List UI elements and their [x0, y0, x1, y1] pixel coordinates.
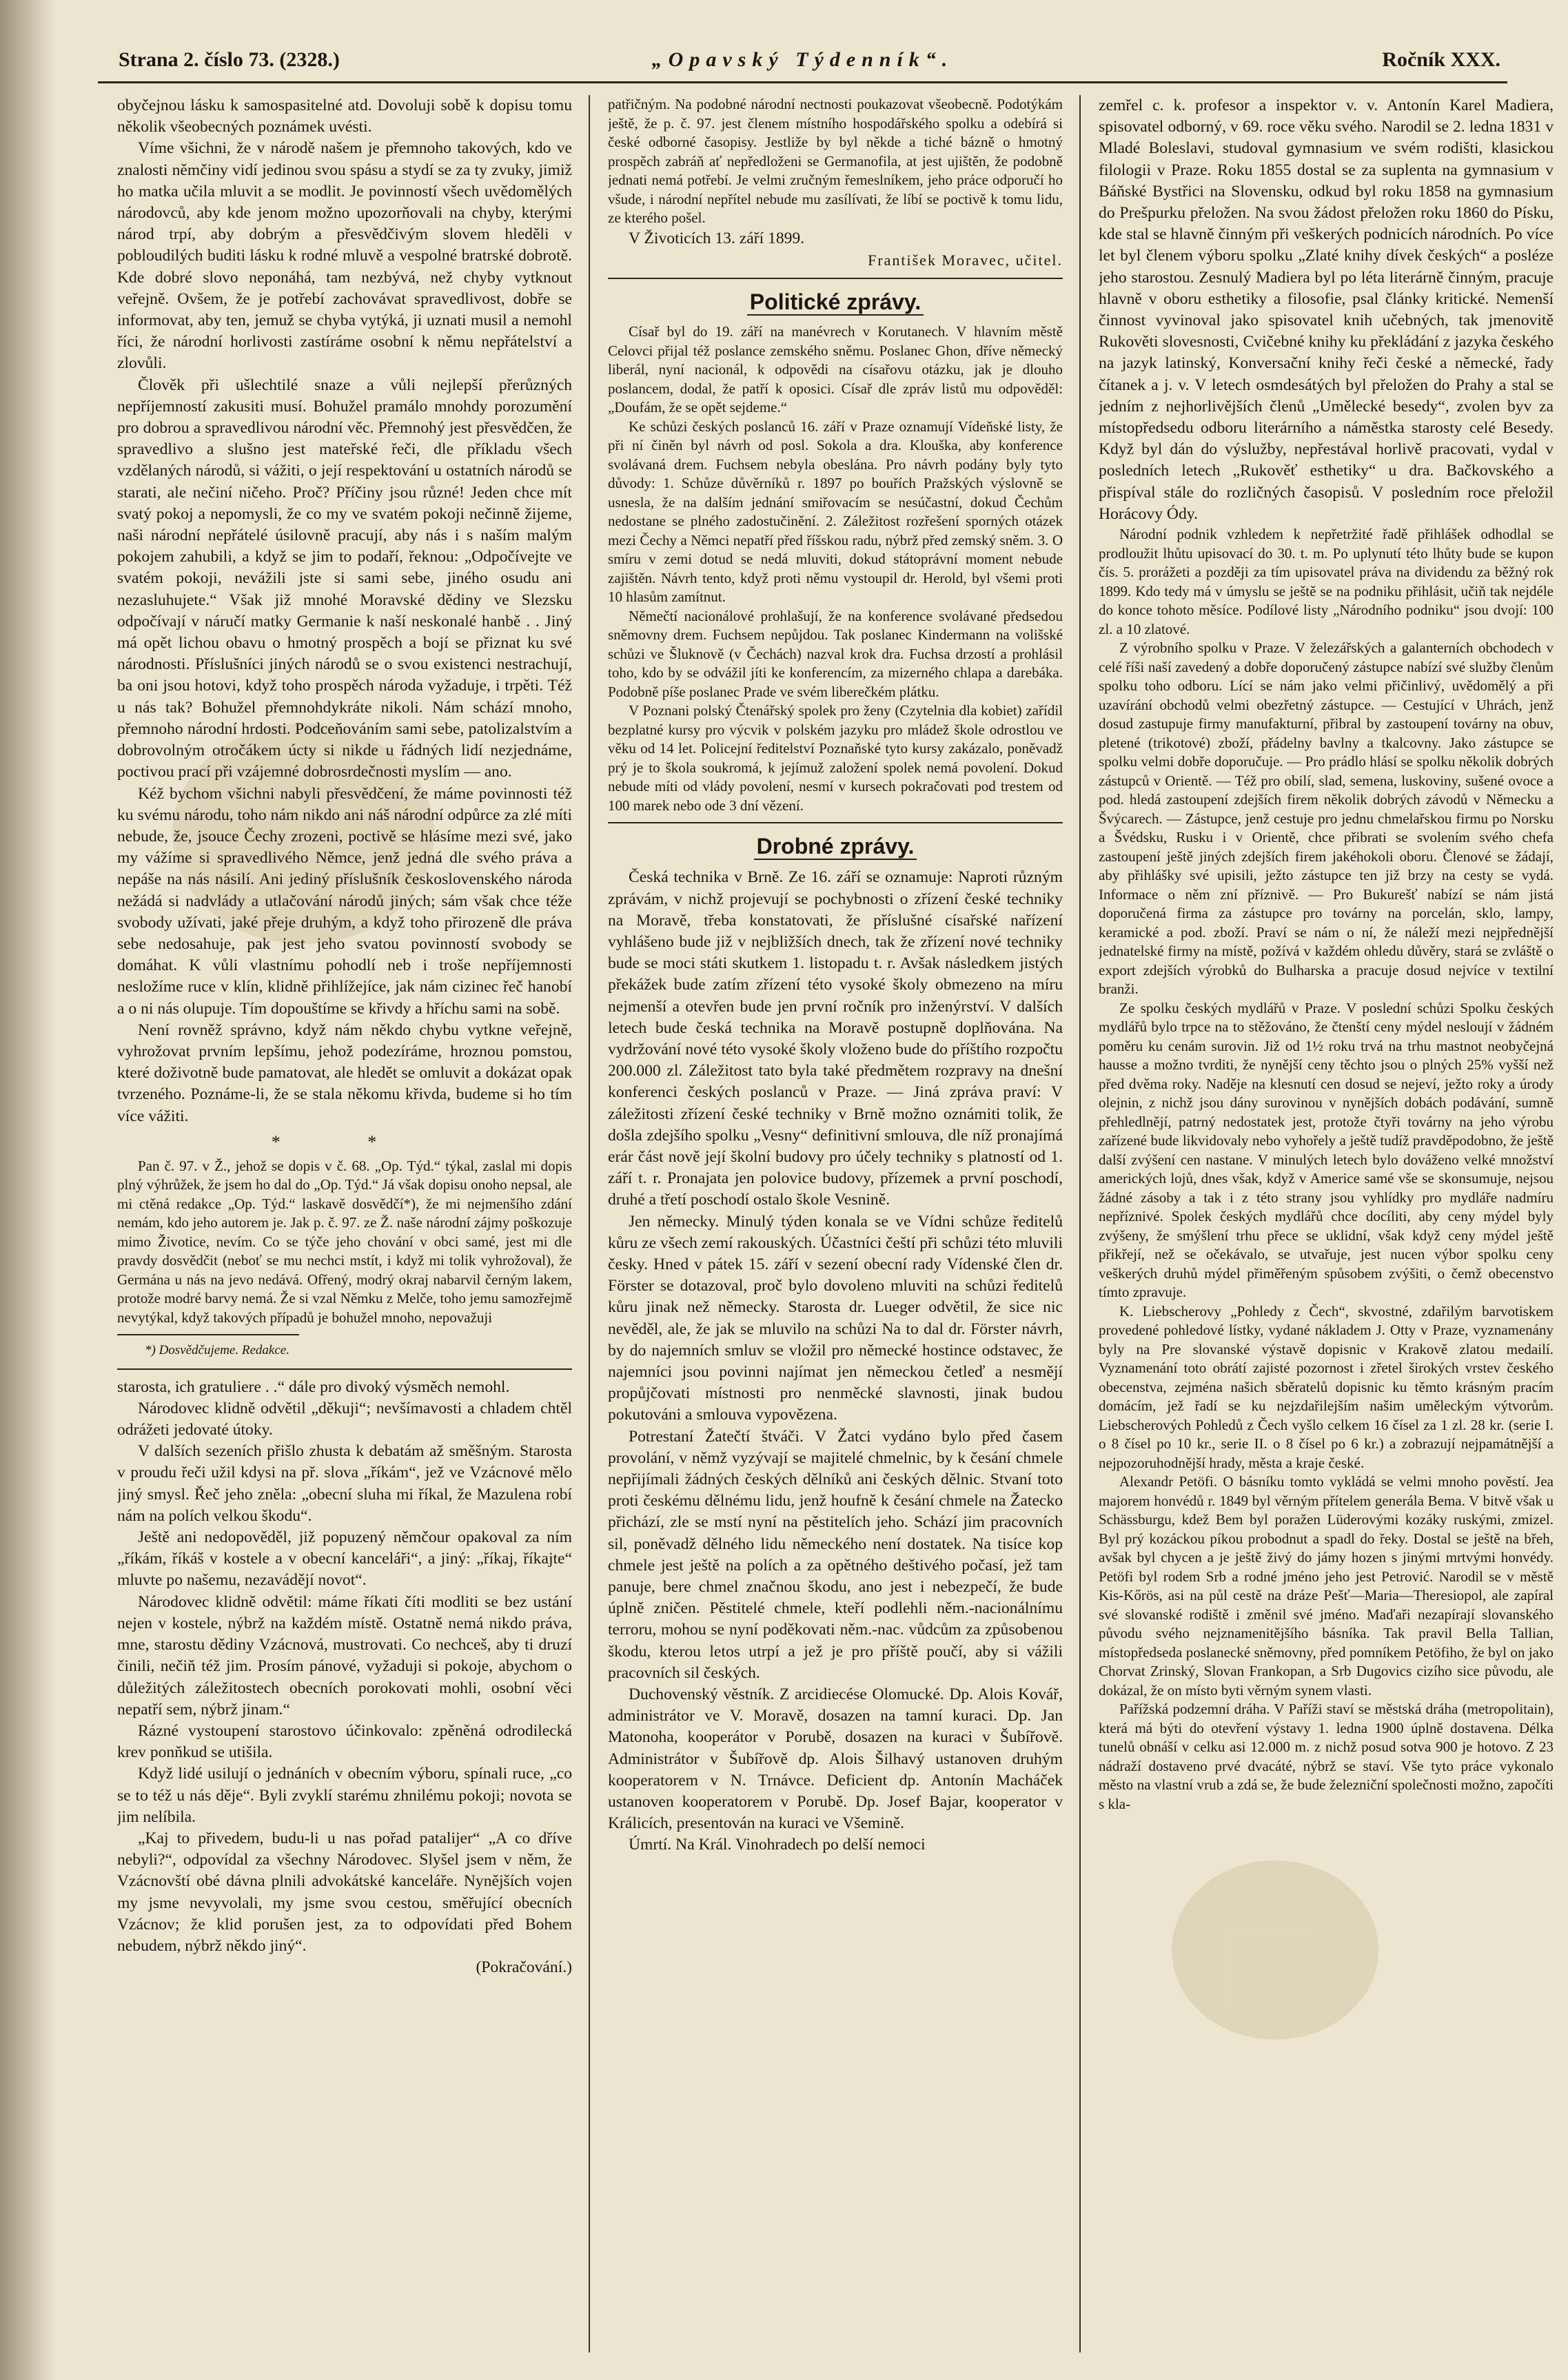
paragraph: starosta, ich gratuliere . .“ dále pro divoký výsměch nemohl. [117, 1377, 510, 1396]
paragraph: Alexandr Petöfi. O básníku tomto vykládá se velmi mnoho pověstí. Jea majorem honvédů r. 1849 byl věrným přítelem generála Bema. V bitvě však u Schässburgu, kdež Bem byl poražen Lüderovými kozáky ruskými, zmizel. Byl prý kozáckou píkou probodnut a spadl do řeky. Dostal se ještě na břeh, avšak byl chycen a je ještě živý do jámy hozen s jinými mrtvými honvédy. Petöfi byl rodem Srb a rodné jméno jeho jest Petrović. Narodil se v městě Kis-Kőrös, asi na půl cestě na dráze Pešť—Maria—Theresiopol, ale zapíral své slovanské rodiště i změnil své jméno. Maďaři nezapírají slovanského původu svého nejznamenitějšího básníka. Tak pravil Bella Tallian, místopředseda poslanecké sněmovny, před pomníkem Petöfiho, že byl on jako Chorvat Zrinský, Slovan Frankopan, a Srb Dugovics cizího sice původu, ale dokázal, že on místo byti věrným synem vlasti. [1099, 1473, 1554, 1699]
paragraph: Člověk při ušlechtilé snaze a vůli nejlepší přerůzných nepříjemností zakusiti musí. Bohužel pramálo mnohdy porozumění pro dobrou a spravedlivou národní věc. Přemnohý jest přesvědčen, že spravedlivo a slušno jest mateřské řeči, dle příkladu všech vzdělaných národů, si vážiti, o její respektování u ostatních národů se starati, ale nečiní ničeho. Proč? Příčiny jsou různé! Jeden chce mít svatý pokoj a nepomysli, že co my ve svatém pokoji nečinně žijeme, naši národní nepřátelé úsilovně pracují, aby nás i s naším malým pokojem zahubili, a když se jim to podaří, řeknou: „Odpočívejte ve svatém pokoji, nevážili jste si sami sebe, jiného osudu ani nezasluhujete.“ Však již mnohé Moravské dědiny ve Slezsku odpočívají v náručí matky Germanie k naší neskonalé hanbě . . Jiný má opět lichou obavu o hmotný prospěch a bojí se přiznat ku své národnosti. Příslušníci jiných národů se o svou existenci nestrachují, ba oni jsou hotovi, když toho prospěch národa vyžaduje, i trpěti. Též u nás tak? Bohužel přemnohdykráte nikoli. Nám schází mnoho, přemnoho národní hrdosti. Podceňováním sami sebe, patolizalstvím a dobrovolným otročákem úcty si nikde u řádných lidí nezjednáme, poctivou prací při vzájemné dobrosrdečnosti myslím — ano. [117, 376, 572, 781]
article-columns [98, 95, 1554, 2352]
paragraph: Kéž bychom všichni nabyli přesvědčení, že máme povinnosti též ku svému národu, toho nám nikdo ani náš národní odpůrce za zlé míti nebude, že, jsouce Čechy zrozeni, poctivě se hlásíme mezi své, jako my vážíme si spravedlivého Němce, jenž jedná dle svého práva a nepáše na nás násilí. Ani jediný příslušník československého národa nežádá si nadvlády a utlačování národů jiných; sám však chce téže svobody užívati, jaké přeje druhým, a když toho přirozeně dle práva sebe nedosahuje, pak jest jeho svatou povinností svobody se domáhat. K vůli vlastnímu pohodlí neb i troše nepříjemnosti nesložíme ruce v klín, klidně přihlížejíce, jak nám cizinec řeč hanobí a o ni nás olupuje. Tím dopouštíme se křivdy a hříchu sami na sobě. [117, 784, 572, 1018]
paragraph: Pan č. 97. v Ž., jehož se dopis v č. 68. „Op. Týd.“ týkal, zaslal mi dopis plný výhrůžek, že jsem ho dal do „Op. Týd.“ Já však dopisu onoho nepsal, ale mi ctěná redakce „Op. Týd.“ laskavě dosvědčí*), že mi nejmenšího zdání nemám, kdo jeho autorem je. Jak p. č. 97. ze Ž. naše národní zájmy poškozuje mimo Životice, nevím. Co se týče jeho chování v obci samé, jest mi dle pravdy dosvědčit (neboť se mu nechci mstít, i když mi tolik vyhrožoval), že Germána u nás na jevo nedává. Ofřený, modrý okraj nabarvil černým lakem, protože modré barvy nemá. Že si vzal Němku z Melče, toho jemu samozřejmě nevytýkal, když takových případů je bohužel mnoho, nepovažuji [117, 1157, 572, 1326]
paragraph: obyčejnou lásku k samospasitelné atd. Dovoluji sobě k dopisu tomu několik všeobecných poznámek uvésti. [117, 96, 572, 136]
paragraph: Potrestaní Žatečtí štváči. V Žatci vydáno bylo před časem provolání, v němž vyzývají se majitelé chmelnic, by k česání chmele nepřijímali žádných českých dělníků ani českých dělnic. Stvaní toto proti českému dělnému lidu, jenž houfně k česání chmele na Žatecko přichází, zle se mstí nyní na pěstitelích jeho. Schází jim pracovních sil, poněvadž dělného lidu německého není dostatek. Na tisíce kop chmele jest ještě na polích a za opětného deštivého počasí, jež tam panuje, bere chmel značnou škodu, ano jest i nebezpečí, že bude úplně zničen. Pěstitelé chmele, kteří podlehli něm.-nacionálnímu terroru, mohou se nyní poděkovati něm.-nac. vůdcům za způsobenou škodu, kterou letos utrpí a jež je pro příště poučí, aby si vážili pracovních sil českých. [608, 1427, 1063, 1682]
volume-label: Ročník XXX. [1382, 48, 1500, 71]
paragraph: V dalších sezeních přišlo zhusta k debatám až směšným. Starosta v proudu řeči užil kdysi na př. slova „říkám“, jež ve Vzácnové mělo jiný smysl. Řeč jeho zněla: „obecní sluha mi říkal, že Mazulena robí nám na polích velkou škodu“. [117, 1442, 572, 1525]
column-right [1099, 95, 1554, 2352]
paragraph: Jen německy. Minulý týden konala se ve Vídni schůze ředitelů kůru ze všech zemí rakouských. Účastníci čeští při schůzi této mluvili česky. Hned v pátek 15. září v sezení obecní rady Vídenské člen dr. Förster se dotazoval, proč bylo dovoleno mluviti na schůzi ředitelů kůru jinak než německy. Starosta dr. Lueger odvětil, že sice nic nevěděl, ale, že jak se mluvilo na schůzi Na to dal dr. Förster návrh, by do najemních smluv se vložil pro německé hostince odstavec, že najemníci jsou povinni najímat jen německou četleď a nesmějí propůjčovati místnosti pro nenměcké slavnosti, jinak budou pokutováni a smlouva vypovězena. [608, 1212, 1063, 1424]
paragraph: Víme všichni, že v národě našem je přemnoho takových, kdo ve znalosti němčiny vidí jedinou svou spásu a stydí se za ty zvuky, jimiž ho matka učila mluvit a se modlit. Je povinností všech uvědomělých národovců, aby kde jenom možno upozorňovali na chyby, kterými národ trpí, aby dobrým a přesvědčivým slovem hleděli v pobloudilých buditi lásku k rodné mluvě a vespolné bratrské dobrotě. Kde dobré slovo neponáhá, tam nezbývá, než chyby vytknout veřejně. Ovšem, že je potřebí zachovávat spravedlivost, dobře se informovat, aby ten, jemuž se chyba vytýká, ji uznati musil a nemohl říci, že národní horlivosti zastíráme osobní k němu nepřátelství a zlovůli. [117, 139, 572, 373]
paragraph: Císař byl do 19. září na manévrech v Korutanech. V hlavním městě Celovci přijal též poslance zemského sněmu. Poslanec Ghon, dříve německý liberál, nyní nacionál, k odpovědi na císařovu otázku, jak je dlouho poslancem, dodal, že patří k oposici. Císař dle zpráv listů mu odpověděl: „Doufám, že se opět sejdeme.“ [608, 323, 1063, 416]
paragraph: Ke schůzi českých poslanců 16. září v Praze oznamují Vídeňské listy, že při ní činěn byl návrh od posl. Sokola a dra. Klouška, aby konference svolávaná drem. Fuchsem nebyla obeslána. Pro návrh podány byly tyto důvody: 1. Schůze důvěrníků r. 1897 po bouřích Pražských výslovně se usnesla, že na dalším jednání smiřovacím se nesúčastní, dokud Čechům nedostane se plného zadostučinění. 2. Záležitost rozřešení sporných otázek mezi Čechy a Němci nepatří před říšskou radu, nýbrž před zemský sněm. 3. O smíru v zemi dotud se nedá mluviti, dokud státoprávní moment nebude zajištěn. Návrh tento, když proti němu vystoupil dr. Herold, byl všemi proti 10 hlasům zamítnut. [608, 418, 1063, 606]
paragraph: Z výrobního spolku v Praze. V železářských a galanterních obchodech v celé říši naší zavedený a dobře doporučený zástupce nabízí své služby členům spolku toho odboru. Lící se nám jako velmi přičinlivý, uvědomělý a při uzavírání obchodů velmi obezřetný zástupce. — Cestující v Uhrách, jenž dosud zastupuje firmy manufakturní, přibral by zastoupení továrny na obuv, pletené (trikotové) zboží, přádelny bavlny a tkalcovny. Jako zástupce se spolku velmi dobře doporučuje. — Pro prádlo hlásí se spolku několik dobrých zástupců v Orientě. — Též pro obilí, slad, semena, luskoviny, sušené ovoce a pod. hledá zastoupení zdejších firem několik dobrých závodů v Německu a Švýcarech. — Zástupce, jenž cestuje pro jednu chmelařskou firmu po Norsku a Švédsku, Rusku i v Orientě, chce přibrati se svolením svého chefa zastoupení ještě jiných zdejších firem jakéhokoli oboru. Členové se žádají, aby přihlášky své upisili, ježto zástupce ten již brzy na cesty se vydá. Informace o něm zní příznivě. — Pro Bukurešť nabízí se nám jistá doporučená firma za zástupce pro továrny na porcelán, sklo, lampy, keramické a pod. zboží. Praví se nám o ní, že náleží mezi nejpřednější jednatelské firmy na místě, požívá v každém ohledu důvěry, stará se zvláště o export zdejších výrobků do Bulharska a pracuje dosud nejvíce v textilní branži. [1099, 639, 1554, 998]
section-heading-short-news: Drobné zprávy. [608, 836, 1063, 857]
masthead [98, 43, 1507, 83]
paragraph: Česká technika v Brně. Ze 16. září se oznamuje: Naproti různým zprávám, v nichž projevují se pochybnosti o zřízení české techniky na Moravě, třeba konstatovati, že příslušné císařské nařízení vyhlášeno bude již v nejbližších dnech, tak že zřízení nové techniky bude se moci státi skutkem 1. listopadu t. r. Avšak následkem jistých překážek bude zatím zřízení této vysoké školy obmezeno na míru nejmenší a otevřen bude jen první ročník pro inženýrství. V dalších letech bude česká technika na Moravě postupně doplňována. Na vydržování nové této vysoké školy vloženo bude do příštího rozpočtu 200.000 zl. Záležitost tato byla také předmětem rozpravy na dnešní konferenci českých poslanců v Praze. — Jiná zpráva praví: V záležitosti zřízení české techniky v Brně možno oznámiti tolik, že došla zdejšího spolku „Vesny“ definitivní smlouva, dle níž pronajímá erár část nově její školní budovy pro účely techniky s platností od 1. září t. r. Pronajata jen polovice budovy, přízemek a první poschodí, druhé a třetí poschodí ostalo škole Vesnině. [608, 868, 1063, 1209]
footnote-rule [117, 1334, 299, 1335]
section-heading-political: Politické zprávy. [608, 291, 1063, 313]
paragraph: Není rovněž správno, když nám někdo chybu vytkne veřejně, vyhrožovat prvním lepšímu, jehož podezíráme, hroznou pomstou, které doživotně bude pamatovat, ale hledět se omluvit a dokázat opak tvrzeného. Poznáme-li, že se stala někomu křivda, budeme si ho tím více vážiti. [117, 1020, 572, 1125]
paragraph: Ještě ani nedopověděl, již popuzený němčour opakoval za ním „říkám, říkáš v kostele a v obecní kanceláři“, a jiný: „říkaj, říkajte“ mluvte po našemu, nezavádějí novot“. [117, 1528, 572, 1590]
paragraph: Pařížská podzemní dráha. V Paříži staví se městská dráha (metropolitain), která má býti do otevření výstavy 1. ledna 1900 úplně dostavena. Délka tunelů obnáší v celku asi 12.000 m. z nichž posud sotva 900 je hotovo. Z 23 nádraží dostaveno prvé dvacáté, nýbrž se staví. Vše tyto práce vykonalo město na vlastní vrub a zdá se, že bude železniční společnosti možno, započíti s kla- [1099, 1701, 1554, 1812]
column-divider [1079, 95, 1081, 2352]
continued-note: (Pokračování.) [476, 1958, 572, 1977]
page-number-label: Strana 2. číslo 73. (2328.) [119, 48, 340, 71]
paragraph: V Poznani polský Čtenářský spolek pro ženy (Czytelnia dla kobiet) zařídil bezplatné kursy pro výcvik v polském jazyku pro mládež škole odrostlou ve věku od 14 let. Policejní ředitelství Poznaňské tyto kursy zakázalo, poněvadž prý je to škola soukromá, k jejímuž založení spolek nemá povolení. Dokud nebude míti od vlády povolení, nesmí v kursech pokračovati pod trestem od 100 marek nebo ode 3 dní vězení. [608, 702, 1063, 814]
newspaper-title: „Opavský Týdenník“. [651, 48, 954, 71]
column-divider [589, 95, 590, 2352]
section-rule [117, 1368, 572, 1370]
column-middle [608, 95, 1063, 2352]
paragraph: Němečtí nacionálové prohlašují, že na konference svolávané předsedou sněmovny drem. Fuchsem nepůjdou. Tak poslanec Kindermann na volišské schůzi ve Šluknově (v Čechách) nazval krok dra. Fuchsa drzostí a prohlásil toho, kdo by se odvážil jíti ke konferencím, za mizerného chlapa a darebáka. Podobně píše poslanec Prade ve svém liberečkém plátku. [608, 607, 1063, 700]
section-separator: * * [271, 1131, 418, 1152]
paragraph: K. Liebscherovy „Pohledy z Čech“, skvostné, zdařilým barvotiskem provedené pohledové lístky, vydané nákladem J. Otty v Praze, vyznamenány byly na Pre slovanské výstavě dopisnic v Krakově zlatou medailí. Vyznamenání toto obrátí zajisté pozornost i zřetel širokých vrstev českého obecenstva, zejména našich sběratelů dopisnic ku těmto krásným pracím domácím, jež řadí se ku nejzdařilejším našim uměleckým výtvorům. Liebscherových Pohledů z Čech vyšlo celkem 16 čísel za 1 zl. 28 kr. (serie I. o 8 čísel po 10 kr., serie II. o 8 čísel po 6 kr.) a zobrazují nejpamátnější a nejpozoruhodnější hrady, města a kraje české. [1099, 1302, 1554, 1471]
footnote: *) Dosvědčujeme. Redakce. [145, 1343, 289, 1358]
paragraph: Národovec klidně odvětil „děkuji“; nevšímavosti a chladem chtěl odrážeti jedovaté útoky. [117, 1399, 572, 1439]
paragraph: Ze spolku českých mydlářů v Praze. V poslední schůzi Spolku českých mydlářů bylo trpce na to stěžováno, že čtenští ceny mýdel nesloují v žádném poměru ku cenám surovin. Již od 1½ roku trvá na trhu mastnot neobyčejná hausse a možno tvrditi, že nynější ceny těchto jsou o plných 25% vyšší než před dvěma roky. Naděje na klesnutí cen dosud se nejeví, ježto roky a úrody olejnin, z nichž jsou dány surovinou v nynějších dobách podávání, sumně přehledlnějí, patrný nedostatek jest, protože čtyři továrny na jeho výrobu zařízené bude likvidovaly nebo vyhořely a ještě tudíž pravděpodobno, že ještě další zvýšení cen nastane. V minulých letech bylo dováženo velké množství amerických lojů, dnes však, když v Americe samé vše se skonsumuje, nejsou žádné zásoby a tak i z této strany jsou vyhlídky pro mydláře nadmíru nepříznivé. Spolek českých mydlářů chce docíliti, aby ceny mýdel byly zvýšeny, že smýšlení trhu přece se uklidní, však když ceny mýdel ještě přikřejí, než se očekávalo, se utvařuje, jest nucen výbor spolku ceny veškerých druhů mýdel přiměřeným spůsobem zvýšiti, o čemž obecenstvo tímto zpravuje. [1099, 999, 1554, 1301]
section-rule [608, 822, 1063, 823]
paragraph: Rázné vystoupení starostovo účinkovalo: zpěněná odrodilecká krev ponňkud se utišila. [117, 1721, 572, 1762]
author-signature: František Moravec, učitel. [868, 251, 1063, 269]
paragraph: Když lidé usilují o jednáních v obecním výboru, spínali ruce, „co se to též u nás děje“. Byli zvyklí starému zhnilému pokoji; novota se jim nelíbila. [117, 1765, 572, 1826]
section-rule [608, 278, 1063, 279]
paragraph: Národní podnik vzhledem k nepřetržité řadě přihlášek odhodlal se prodloužit lhůtu upisovací do 30. t. m. Po uplynutí této lhůty bude se kupon čís. 5. prorážeti a později za tím upisovatel práva na dividendu za běžný rok 1899. Kdo tedy má v úmyslu se ještě se na podniku přihlásit, učiň tak nejdéle do konce tohoto měsíce. Podílové listy „Národního podniku“ jsou dvojí: 100 zl. a 10 zlatové. [1099, 526, 1554, 637]
paragraph: patřičným. Na podobné národní nectnosti poukazovat všeobecně. Podotýkám ještě, že p. č. 97. jest členem místního hospodářského spolku a odebírá si české odborné časopisy. Jestliže by byl někde a tiché bázně o hmotný prospěch zabráň ať nepředloženi se Germanofila, at jest ujištěn, že podobně jednati nemá potřebí. Je velmi zručným řemeslníkem, jeho práce odporučí ho všude, i národní nepřítel nebude mu zasílívati, že líbí se poctivě k tomu lidu, ze kterého pošel. [608, 96, 1063, 226]
dateline: V Životicích 13. září 1899. [629, 229, 805, 247]
paragraph: Národovec klidně odvětil: máme říkati číti modliti se bez ustání nejen v kostele, nýbrž na každém místě. Ostatně nemá nikdo práva, mne, starostu dědiny Vzácnová, mustrovati. Co nechceš, aby ti druzí činili, nečiň též jim. Prosím pánové, vyžaduji si pokoje, abychom o důležitých záležitostech obecních porokovati mohli, osobní věci nepatří sem, nýbrž jinam.“ [117, 1592, 572, 1719]
paragraph: „Kaj to přivedem, budu-li u nas pořad patalijer“ „A co dříve nebyli?“, odpovídal za všechny Národovec. Slyšel jsem v něm, že Vzácnovští obé dávna plnili advokátské kanceláře. Nynějších vojen my jsme nevyvolali, my jsme svou cestou, směřující obecních Vzácnov; že klid porušen jest, za to odpovídati před Bohem nebudem, nýbrž někdo jiný“. [117, 1829, 572, 1955]
column-left [117, 95, 572, 2352]
paragraph: Úmrtí. Na Král. Vinohradech po delší nemoci [629, 1836, 926, 1854]
paragraph: Duchovenský věstník. Z arcidiecése Olomucké. Dp. Alois Kovář, administrátor ve V. Moravě, dosazen na tamní kuraci. Dp. Jan Matonoha, kooperátor v Porubě, dosazen na kuraci v Šubířově. Administrátor v Šubířově dp. Alois Šilhavý ustanoven druhým kooperatorem v N. Trnávce. Deficient dp. Antonín Macháček ustanoven kooperatorem v Porubě. Dp. Josef Bajar, kooperator v Králicích, presentován na kuraci ve Všemině. [608, 1685, 1063, 1833]
paragraph: zemřel c. k. profesor a inspektor v. v. Antonín Karel Madiera, spisovatel odborný, v 69. roce věku svého. Narodil se 2. ledna 1831 v Mladé Boleslavi, studoval gymnasium ve svém rodišti, klasickou filologii v Praze. Roku 1855 dostal se za suplenta na gymnasium v Báňské Bystřici na Slovensku, odkud byl roku 1858 na gymnasium do Prešpurku přeložen. Na svou žádost přeložen roku 1860 do Písku, kde stal se hlavně činným při veškerých podnicích národních. Po více let byl členem výboru spolku „Zlaté knihy dívek českých“ a posléze jeho starostou. Zesnulý Madiera byl po léta literárně činným, pracuje hlavně v oboru esthetiky a filosofie, psal články kritické. Nemenší činnost vyvinoval jako spisovatel knih učebných, tak jmenovitě Rukověti slovesnosti, Cvičebné knihy ku překládání z jazyka českého na jazyk latinský, Konversační knihy řeči české a německé, řady čítanek a j. v. V letech osmdesátých byl přeložen do Prahy a stal se jedním z nejhorlivějších členů „Umělecké besedy“, zvolen byv za místopředsedu odboru literárního a náměstka starosty celé Besedy. Když byl dán do výslužby, nepřestával horlivě pracovati, vydal v posledních letech „Rukověť esthetiky“ u dra. Bačkovského a přispíval stále do rozličných časopisů. V posledním roce přeložil Horácovy Ódy. [1099, 96, 1554, 523]
